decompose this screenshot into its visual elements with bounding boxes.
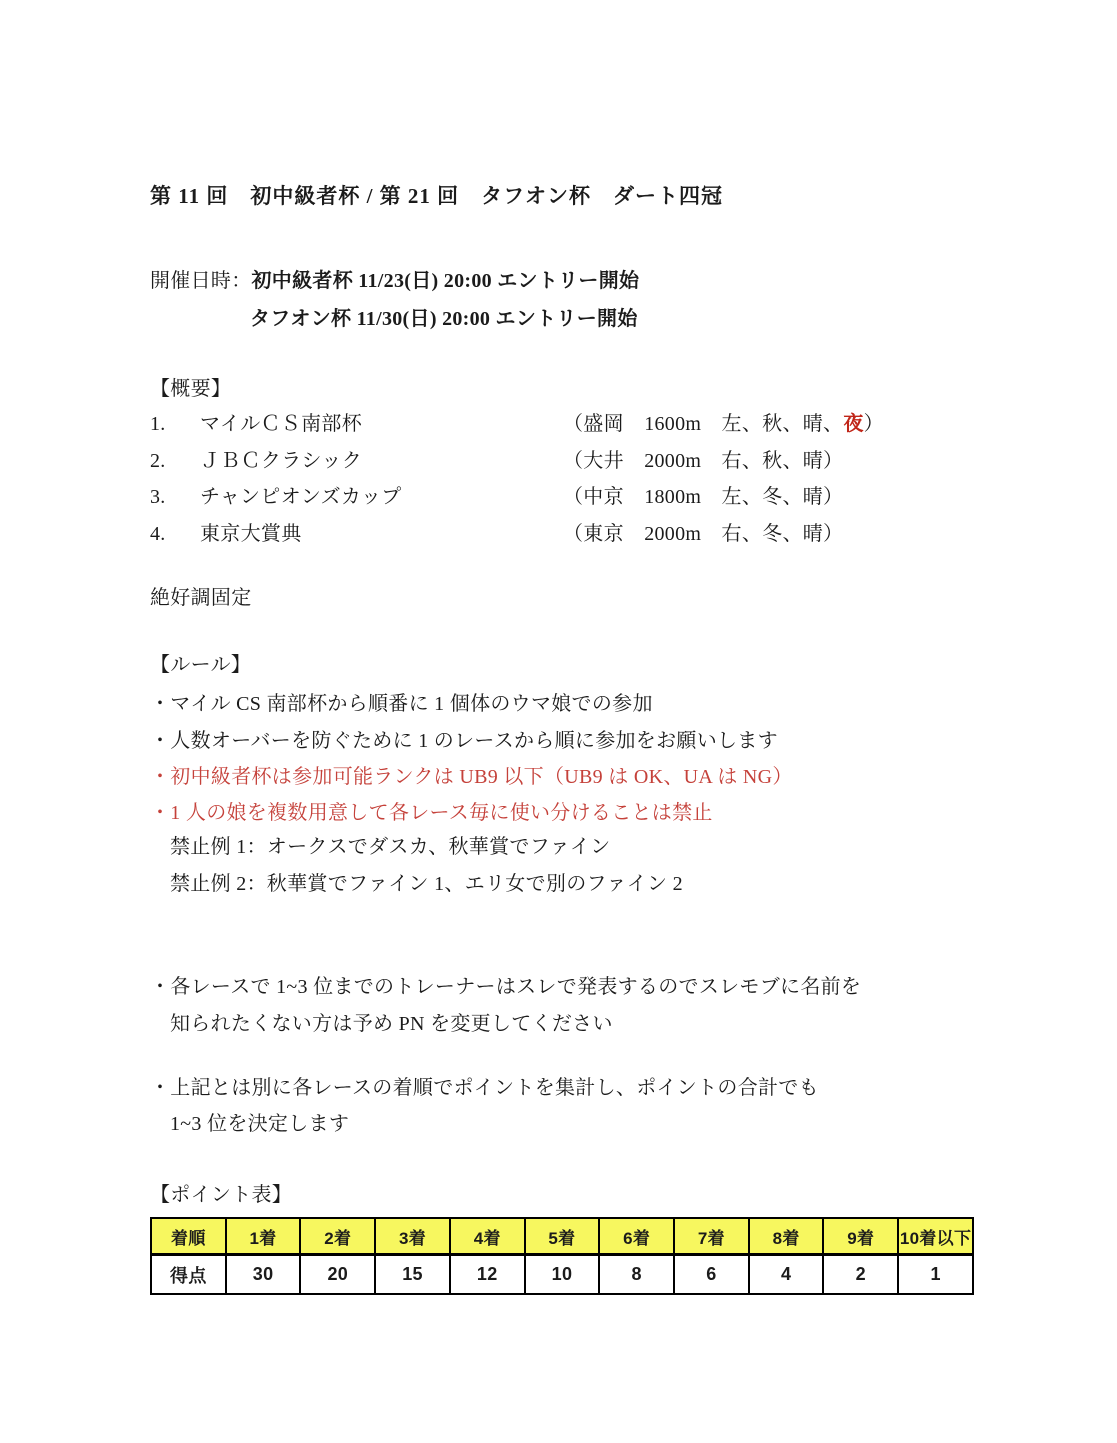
forbidden-example-2: 禁止例 2：秋華賞でファイン 1、エリ女で別のファイン 2 (170, 873, 683, 895)
value-cell-6th: 8 (599, 1255, 674, 1295)
schedule-line-2: タフオン杯 11/30(日) 20:00 エントリー開始 (250, 308, 638, 330)
race-info-night-highlight: 夜 (843, 413, 864, 435)
race-item-4 (150, 517, 1070, 545)
header-cell-3rd: 3着 (375, 1218, 450, 1255)
value-cell-10th-below: 1 (898, 1255, 973, 1295)
points-table-header-row (151, 1218, 973, 1255)
schedule-line1-text: 初中級者杯 11/23(日) 20:00 エントリー開始 (251, 270, 640, 292)
rule-item-3: ・初中級者杯は参加可能ランクは UB9 以下（UB9 は OK、UA は NG） (150, 766, 793, 788)
points-heading: 【ポイント表】 (150, 1184, 293, 1206)
schedule-block (150, 262, 639, 338)
race-info-text: （大井 2000m 右、秋、晴） (563, 450, 844, 472)
value-cell-3rd: 15 (375, 1255, 450, 1295)
schedule-label: 開催日時： (150, 270, 252, 292)
race-name: マイルＣＳ南部杯 (200, 413, 362, 435)
header-cell-10th-below: 10着以下 (898, 1218, 973, 1255)
rule-item-1: ・マイル CS 南部杯から順番に 1 個体のウマ娘での参加 (150, 693, 653, 715)
announce-line-1: ・各レースで 1~3 位までのトレーナーはスレで発表するのでスレモブに名前を (150, 976, 862, 998)
value-cell-7th: 6 (674, 1255, 749, 1295)
value-cell-2nd: 20 (300, 1255, 375, 1295)
header-cell-rank: 着順 (151, 1218, 226, 1255)
header-cell-7th: 7着 (674, 1218, 749, 1255)
header-cell-6th: 6着 (599, 1218, 674, 1255)
race-info-text: （盛岡 1600m 左、秋、晴、 (563, 413, 844, 435)
race-info (563, 407, 884, 436)
race-info (563, 517, 843, 546)
race-name: チャンピオンズカップ (200, 486, 402, 508)
header-cell-1st: 1着 (226, 1218, 301, 1255)
header-cell-8th: 8着 (749, 1218, 824, 1255)
race-number: 2. (150, 450, 166, 472)
race-info-text: （中京 1800m 左、冬、晴） (563, 486, 844, 508)
value-cell-8th: 4 (749, 1255, 824, 1295)
race-info-close: ） (863, 413, 884, 435)
race-info-text: （東京 2000m 右、冬、晴） (563, 523, 844, 545)
header-cell-5th: 5着 (525, 1218, 600, 1255)
points-note-line-1: ・上記とは別に各レースの着順でポイントを集計し、ポイントの合計でも (150, 1077, 819, 1099)
overview-heading: 【概要】 (150, 378, 232, 400)
value-cell-9th: 2 (823, 1255, 898, 1295)
race-item-1 (150, 407, 1070, 435)
race-info (563, 444, 843, 473)
rules-heading: 【ルール】 (150, 654, 252, 676)
condition-note: 絶好調固定 (150, 587, 252, 609)
race-number: 4. (150, 523, 166, 545)
race-number: 3. (150, 486, 166, 508)
points-table (150, 1217, 974, 1295)
points-table-value-row (151, 1255, 973, 1295)
rule-item-4: ・1 人の娘を複数用意して各レース毎に使い分けることは禁止 (150, 802, 713, 824)
value-cell-1st: 30 (226, 1255, 301, 1295)
header-cell-2nd: 2着 (300, 1218, 375, 1255)
schedule-line-1 (150, 262, 639, 300)
points-note-line-2: 1~3 位を決定します (170, 1113, 350, 1135)
rule-item-2: ・人数オーバーを防ぐために 1 のレースから順に参加をお願いします (150, 730, 778, 752)
race-info (563, 480, 843, 509)
header-cell-9th: 9着 (823, 1218, 898, 1255)
forbidden-example-1: 禁止例 1：オークスでダスカ、秋華賞でファイン (170, 836, 611, 858)
race-name: ＪＢＣクラシック (200, 450, 362, 472)
value-cell-4th: 12 (450, 1255, 525, 1295)
value-cell-label: 得点 (151, 1255, 226, 1295)
race-name: 東京大賞典 (200, 523, 302, 545)
race-item-3 (150, 480, 1070, 508)
announce-line-2: 知られたくない方は予め PN を変更してください (170, 1013, 613, 1035)
race-number: 1. (150, 413, 166, 435)
value-cell-5th: 10 (525, 1255, 600, 1295)
race-item-2 (150, 444, 1070, 472)
page-title: 第 11 回 初中級者杯 / 第 21 回 タフオン杯 ダート四冠 (150, 184, 723, 208)
header-cell-4th: 4着 (450, 1218, 525, 1255)
